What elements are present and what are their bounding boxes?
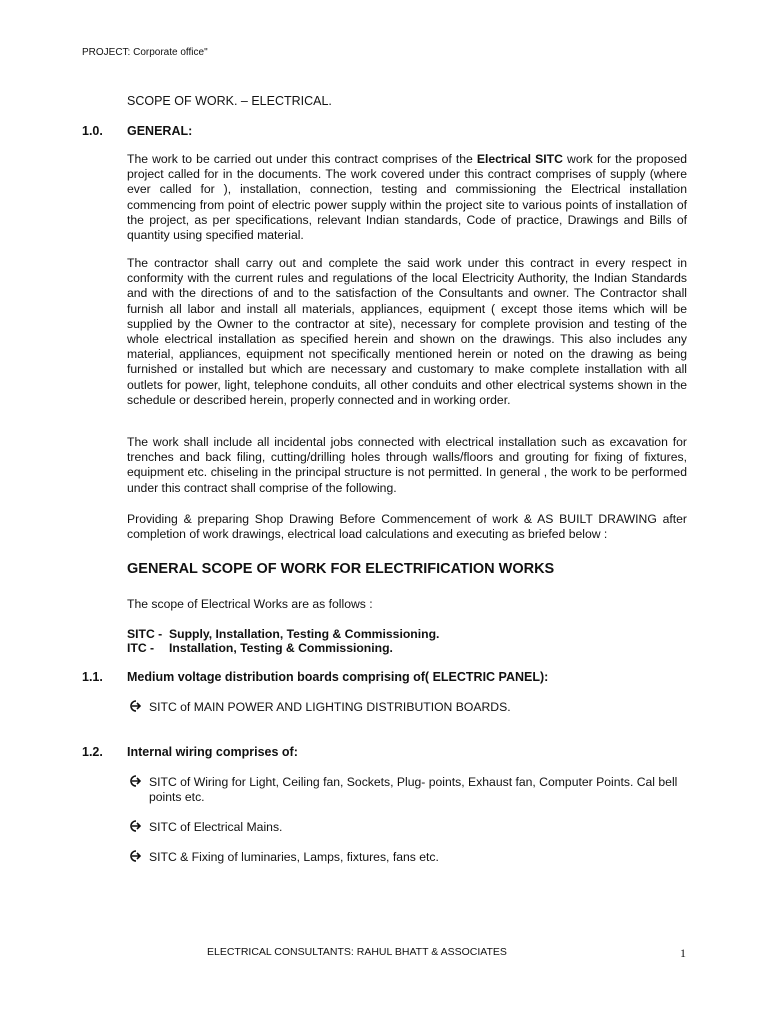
arrow-right-icon <box>127 775 145 791</box>
definition-row: ITC - Installation, Testing & Commissioning. <box>127 641 393 655</box>
general-paragraph-2: The contractor shall carry out and complete the said work under this contract in every respect in conformity with the current rules and regulations of the local Electricity Authority, the Indian Standards and with the directions of and to the satisfaction of the Consultants and owner. The Contractor shall furnish all labor and install all materials, appliances, equipment ( except those items which will be supplied by the Owner to the contractor at site), necessary for complete provision and testing of the whole electrical installation as specified herein and shown on the drawings. This also includes any material, appliances, equipment not specifically mentioned herein or noted on the drawing as being furnished or installed but which are necessary and customary to make complete installation with all outlets for power, light, telephone conduits, all other conduits and other electrical systems shown in the schedule or described herein, properly connected and in working order. <box>127 256 687 407</box>
electrification-intro: The scope of Electrical Works are as follows : <box>127 597 373 611</box>
section-number: 1.2. <box>82 745 103 759</box>
electrification-heading: GENERAL SCOPE OF WORK FOR ELECTRIFICATION WORKS <box>127 561 555 577</box>
arrow-right-icon <box>127 850 145 866</box>
list-item: SITC & Fixing of luminaries, Lamps, fixtures, fans etc. <box>127 850 687 865</box>
general-paragraph-3: The work shall include all incidental jobs connected with electrical installation such as excavation for trenches and back filing, cutting/drilling holes through walls/floors and grouting for fixing of fixtures, equipment etc. chiseling in the principal structure is not permitted. In general , the work to be performed under this contract shall comprise of the following. <box>127 435 687 495</box>
definition-row: SITC - Supply, Installation, Testing & Commissioning. <box>127 627 440 641</box>
general-paragraph-1: The work to be carried out under this contract comprises of the Electrical SITC work for the proposed project called for in the documents. The work covered under this contract comprises of supply (where ever called for ), installation, connection, testing and commissioning the Electrical installation commencing from point of electric power supply within the project site to various points of installation of the project, as per specifications, relevant Indian standards, Code of practice, Drawings and Bills of quantity using specified material. <box>127 152 687 243</box>
project-header: PROJECT: Corporate office" <box>82 47 208 58</box>
section-number: 1.1. <box>82 670 103 684</box>
list-item: SITC of Wiring for Light, Ceiling fan, Sockets, Plug- points, Exhaust fan, Computer Points. Cal bell points etc. <box>127 775 687 805</box>
section-title: Medium voltage distribution boards comprising of( ELECTRIC PANEL): <box>127 670 549 684</box>
section-title: Internal wiring comprises of: <box>127 745 298 759</box>
arrow-right-icon <box>127 700 145 716</box>
page-number: 1 <box>680 946 686 960</box>
general-paragraph-4: Providing & preparing Shop Drawing Before Commencement of work & AS BUILT DRAWING after completion of work drawings, electrical load calculations and executing as briefed below : <box>127 512 687 542</box>
abbreviation-definitions <box>127 627 439 655</box>
list-item: SITC of MAIN POWER AND LIGHTING DISTRIBUTION BOARDS. <box>127 700 687 715</box>
electrical-sitc-bold: Electrical SITC <box>476 152 563 166</box>
scope-title: SCOPE OF WORK. – ELECTRICAL. <box>127 94 332 108</box>
section-number: 1.0. <box>82 124 103 138</box>
section-title: GENERAL: <box>127 124 193 138</box>
arrow-right-icon <box>127 820 145 836</box>
list-item: SITC of Electrical Mains. <box>127 820 687 835</box>
footer-consultants: ELECTRICAL CONSULTANTS: RAHUL BHATT & ASSOCIATES <box>207 946 507 958</box>
